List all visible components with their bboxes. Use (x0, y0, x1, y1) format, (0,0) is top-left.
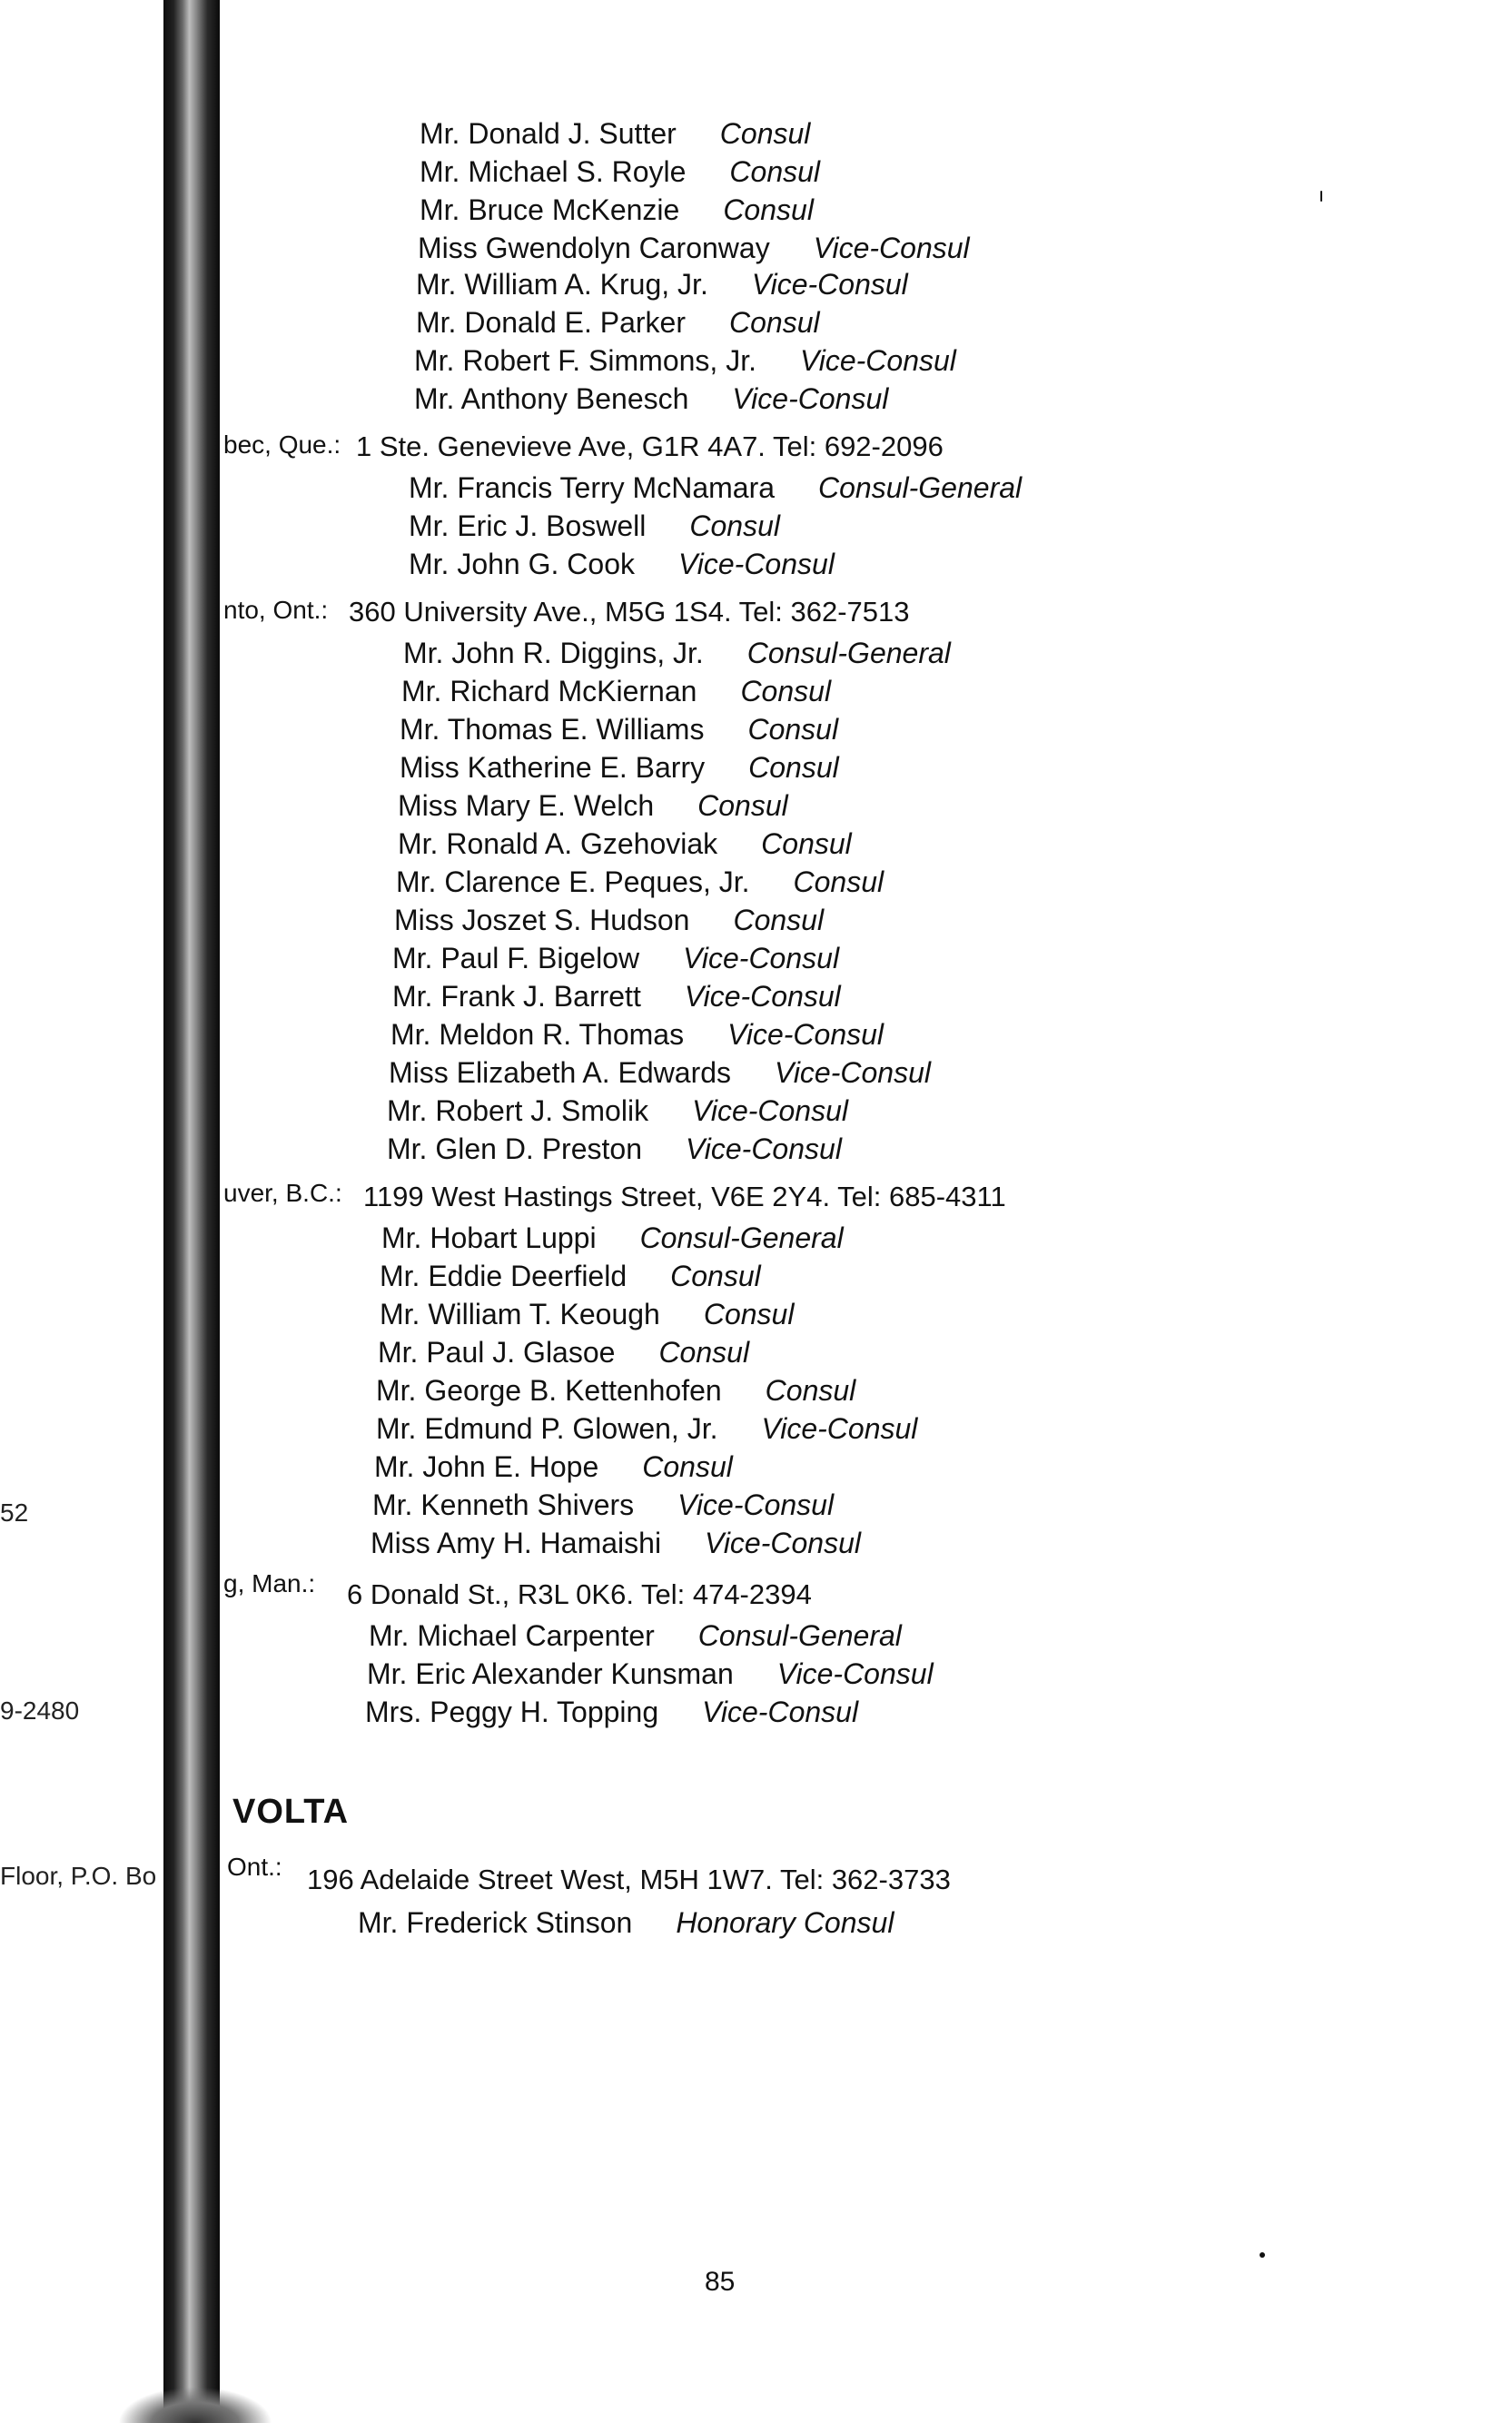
staff-entry (401, 674, 831, 708)
staff-name: Mr. Frank J. Barrett (392, 980, 641, 1013)
staff-title: Vice-Consul (677, 548, 835, 580)
left-page-fragment: 9-2480 (0, 1696, 80, 1725)
country-heading: VOLTA (232, 1793, 350, 1831)
staff-title: Consul (729, 306, 820, 339)
spine-shadow (118, 2387, 272, 2423)
staff-name: Mr. Michael Carpenter (369, 1619, 655, 1652)
staff-entry (414, 343, 956, 378)
staff-title: Consul (723, 193, 814, 226)
staff-name: Mr. Robert J. Smolik (387, 1094, 649, 1127)
staff-name: Mr. John G. Cook (409, 548, 635, 580)
staff-name: Miss Mary E. Welch (398, 789, 655, 822)
staff-title: Consul (697, 789, 788, 822)
staff-title: Consul (729, 155, 821, 188)
staff-name: Miss Gwendolyn Caronway (418, 232, 770, 264)
staff-name: Mr. Clarence E. Peques, Jr. (396, 865, 750, 898)
staff-entry (416, 267, 908, 302)
staff-entry (371, 1526, 861, 1560)
staff-name: Mr. Meldon R. Thomas (390, 1018, 685, 1051)
staff-name: Mr. John R. Diggins, Jr. (403, 637, 704, 669)
print-speck (1320, 191, 1322, 202)
left-page-fragment: Floor, P.O. Bo (0, 1862, 157, 1890)
staff-entry (392, 979, 841, 1014)
staff-entry (420, 154, 820, 189)
staff-entry (380, 1297, 794, 1331)
staff-title: Vice-Consul (813, 232, 970, 264)
staff-name: Miss Joszet S. Hudson (394, 904, 690, 936)
staff-name: Mr. Eric Alexander Kunsman (367, 1657, 734, 1690)
staff-name: Mr. William A. Krug, Jr. (416, 268, 708, 301)
city-label: g, Man.: (223, 1569, 316, 1597)
staff-name: Mr. Donald J. Sutter (420, 117, 677, 150)
staff-name: Mr. Paul F. Bigelow (392, 942, 640, 974)
staff-title: Honorary Consul (676, 1906, 894, 1939)
staff-title: Vice-Consul (761, 1412, 918, 1445)
staff-name: Mr. Ronald A. Gzehoviak (398, 827, 718, 860)
staff-title: Consul (719, 117, 811, 150)
print-speck (1260, 2252, 1265, 2258)
staff-title: Consul (733, 904, 825, 936)
consulate-address: 360 University Ave., M5G 1S4. Tel: 362-7513 (349, 596, 910, 628)
staff-title: Consul (793, 865, 884, 898)
staff-entry (380, 1259, 761, 1293)
staff-title: Consul (740, 675, 832, 707)
city-label: Ont.: (227, 1853, 282, 1881)
staff-entry (420, 193, 814, 227)
staff-entry (398, 826, 852, 861)
staff-name: Mr. Robert F. Simmons, Jr. (414, 344, 756, 377)
staff-name: Mr. William T. Keough (380, 1298, 660, 1330)
staff-entry (416, 305, 820, 340)
consulate-address: 6 Donald St., R3L 0K6. Tel: 474-2394 (347, 1578, 812, 1610)
staff-title: Consul-General (639, 1221, 844, 1254)
staff-name: Mr. George B. Kettenhofen (376, 1374, 722, 1407)
staff-title: Vice-Consul (751, 268, 908, 301)
staff-title: Consul (747, 713, 839, 746)
city-label: nto, Ont.: (223, 596, 329, 624)
staff-title: Consul (658, 1336, 750, 1369)
staff-name: Mr. Richard McKiernan (401, 675, 697, 707)
staff-entry (389, 1055, 931, 1090)
staff-entry (372, 1488, 834, 1522)
consulate-address: 1 Ste. Genevieve Ave, G1R 4A7. Tel: 692-2096 (356, 430, 944, 462)
staff-title: Consul (642, 1450, 733, 1483)
staff-title: Vice-Consul (692, 1094, 848, 1127)
staff-name: Mrs. Peggy H. Topping (365, 1696, 659, 1728)
staff-name: Mr. Frederick Stinson (358, 1906, 633, 1939)
staff-entry (400, 712, 838, 747)
staff-name: Mr. Kenneth Shivers (372, 1488, 635, 1521)
staff-entry (376, 1411, 917, 1446)
staff-entry (390, 1017, 884, 1052)
staff-entry (414, 381, 888, 416)
staff-title: Consul (670, 1260, 761, 1292)
consulate-address: 196 Adelaide Street West, M5H 1W7. Tel: 362-3733 (307, 1864, 951, 1895)
book-spine (163, 0, 220, 2413)
staff-entry (394, 903, 824, 937)
staff-entry (409, 547, 835, 581)
staff-entry (392, 941, 839, 975)
staff-title: Consul (765, 1374, 856, 1407)
left-page-fragment: 52 (0, 1498, 29, 1527)
staff-title: Vice-Consul (732, 382, 889, 415)
staff-title: Consul-General (746, 637, 951, 669)
staff-title: Vice-Consul (799, 344, 956, 377)
staff-entry (396, 865, 884, 899)
staff-name: Mr. Eddie Deerfield (380, 1260, 628, 1292)
staff-title: Vice-Consul (685, 1132, 842, 1165)
staff-entry (369, 1618, 902, 1653)
staff-name: Miss Elizabeth A. Edwards (389, 1056, 732, 1089)
staff-entry (418, 231, 970, 265)
staff-title: Consul-General (818, 471, 1023, 504)
staff-name: Miss Katherine E. Barry (400, 751, 706, 784)
staff-entry (403, 636, 951, 670)
staff-title: Vice-Consul (684, 980, 841, 1013)
consulate-address: 1199 West Hastings Street, V6E 2Y4. Tel: 685-4311 (363, 1181, 1006, 1212)
staff-title: Consul (761, 827, 852, 860)
staff-name: Miss Amy H. Hamaishi (371, 1527, 662, 1559)
staff-name: Mr. Michael S. Royle (420, 155, 687, 188)
staff-name: Mr. Paul J. Glasoe (378, 1336, 616, 1369)
staff-title: Consul (748, 751, 839, 784)
staff-title: Vice-Consul (775, 1056, 931, 1089)
staff-entry (367, 1657, 934, 1691)
staff-entry (358, 1905, 894, 1940)
staff-entry (398, 788, 788, 823)
staff-entry (400, 750, 839, 785)
staff-name: Mr. Bruce McKenzie (420, 193, 680, 226)
staff-title: Consul (689, 509, 780, 542)
staff-title: Vice-Consul (683, 942, 840, 974)
staff-name: Mr. Thomas E. Williams (400, 713, 705, 746)
staff-title: Vice-Consul (702, 1696, 859, 1728)
staff-title: Vice-Consul (776, 1657, 934, 1690)
city-label: bec, Que.: (223, 430, 341, 459)
staff-entry (409, 509, 780, 543)
staff-entry (387, 1132, 842, 1166)
staff-title: Consul-General (697, 1619, 902, 1652)
staff-name: Mr. Edmund P. Glowen, Jr. (376, 1412, 718, 1445)
staff-title: Vice-Consul (727, 1018, 884, 1051)
staff-entry (420, 116, 810, 151)
staff-title: Consul (703, 1298, 795, 1330)
staff-name: Mr. Francis Terry McNamara (409, 471, 776, 504)
staff-entry (378, 1335, 749, 1370)
staff-entry (365, 1695, 858, 1729)
staff-entry (374, 1449, 733, 1484)
staff-name: Mr. Anthony Benesch (414, 382, 689, 415)
page-number: 85 (705, 2267, 736, 2297)
staff-name: Mr. Donald E. Parker (416, 306, 686, 339)
staff-title: Vice-Consul (705, 1527, 861, 1559)
staff-entry (387, 1093, 848, 1128)
staff-name: Mr. Glen D. Preston (387, 1132, 642, 1165)
city-label: uver, B.C.: (223, 1179, 342, 1207)
staff-entry (381, 1221, 844, 1255)
staff-name: Mr. Hobart Luppi (381, 1221, 597, 1254)
staff-title: Vice-Consul (677, 1488, 835, 1521)
staff-name: Mr. Eric J. Boswell (409, 509, 647, 542)
staff-entry (409, 470, 1022, 505)
staff-entry (376, 1373, 855, 1408)
staff-name: Mr. John E. Hope (374, 1450, 599, 1483)
